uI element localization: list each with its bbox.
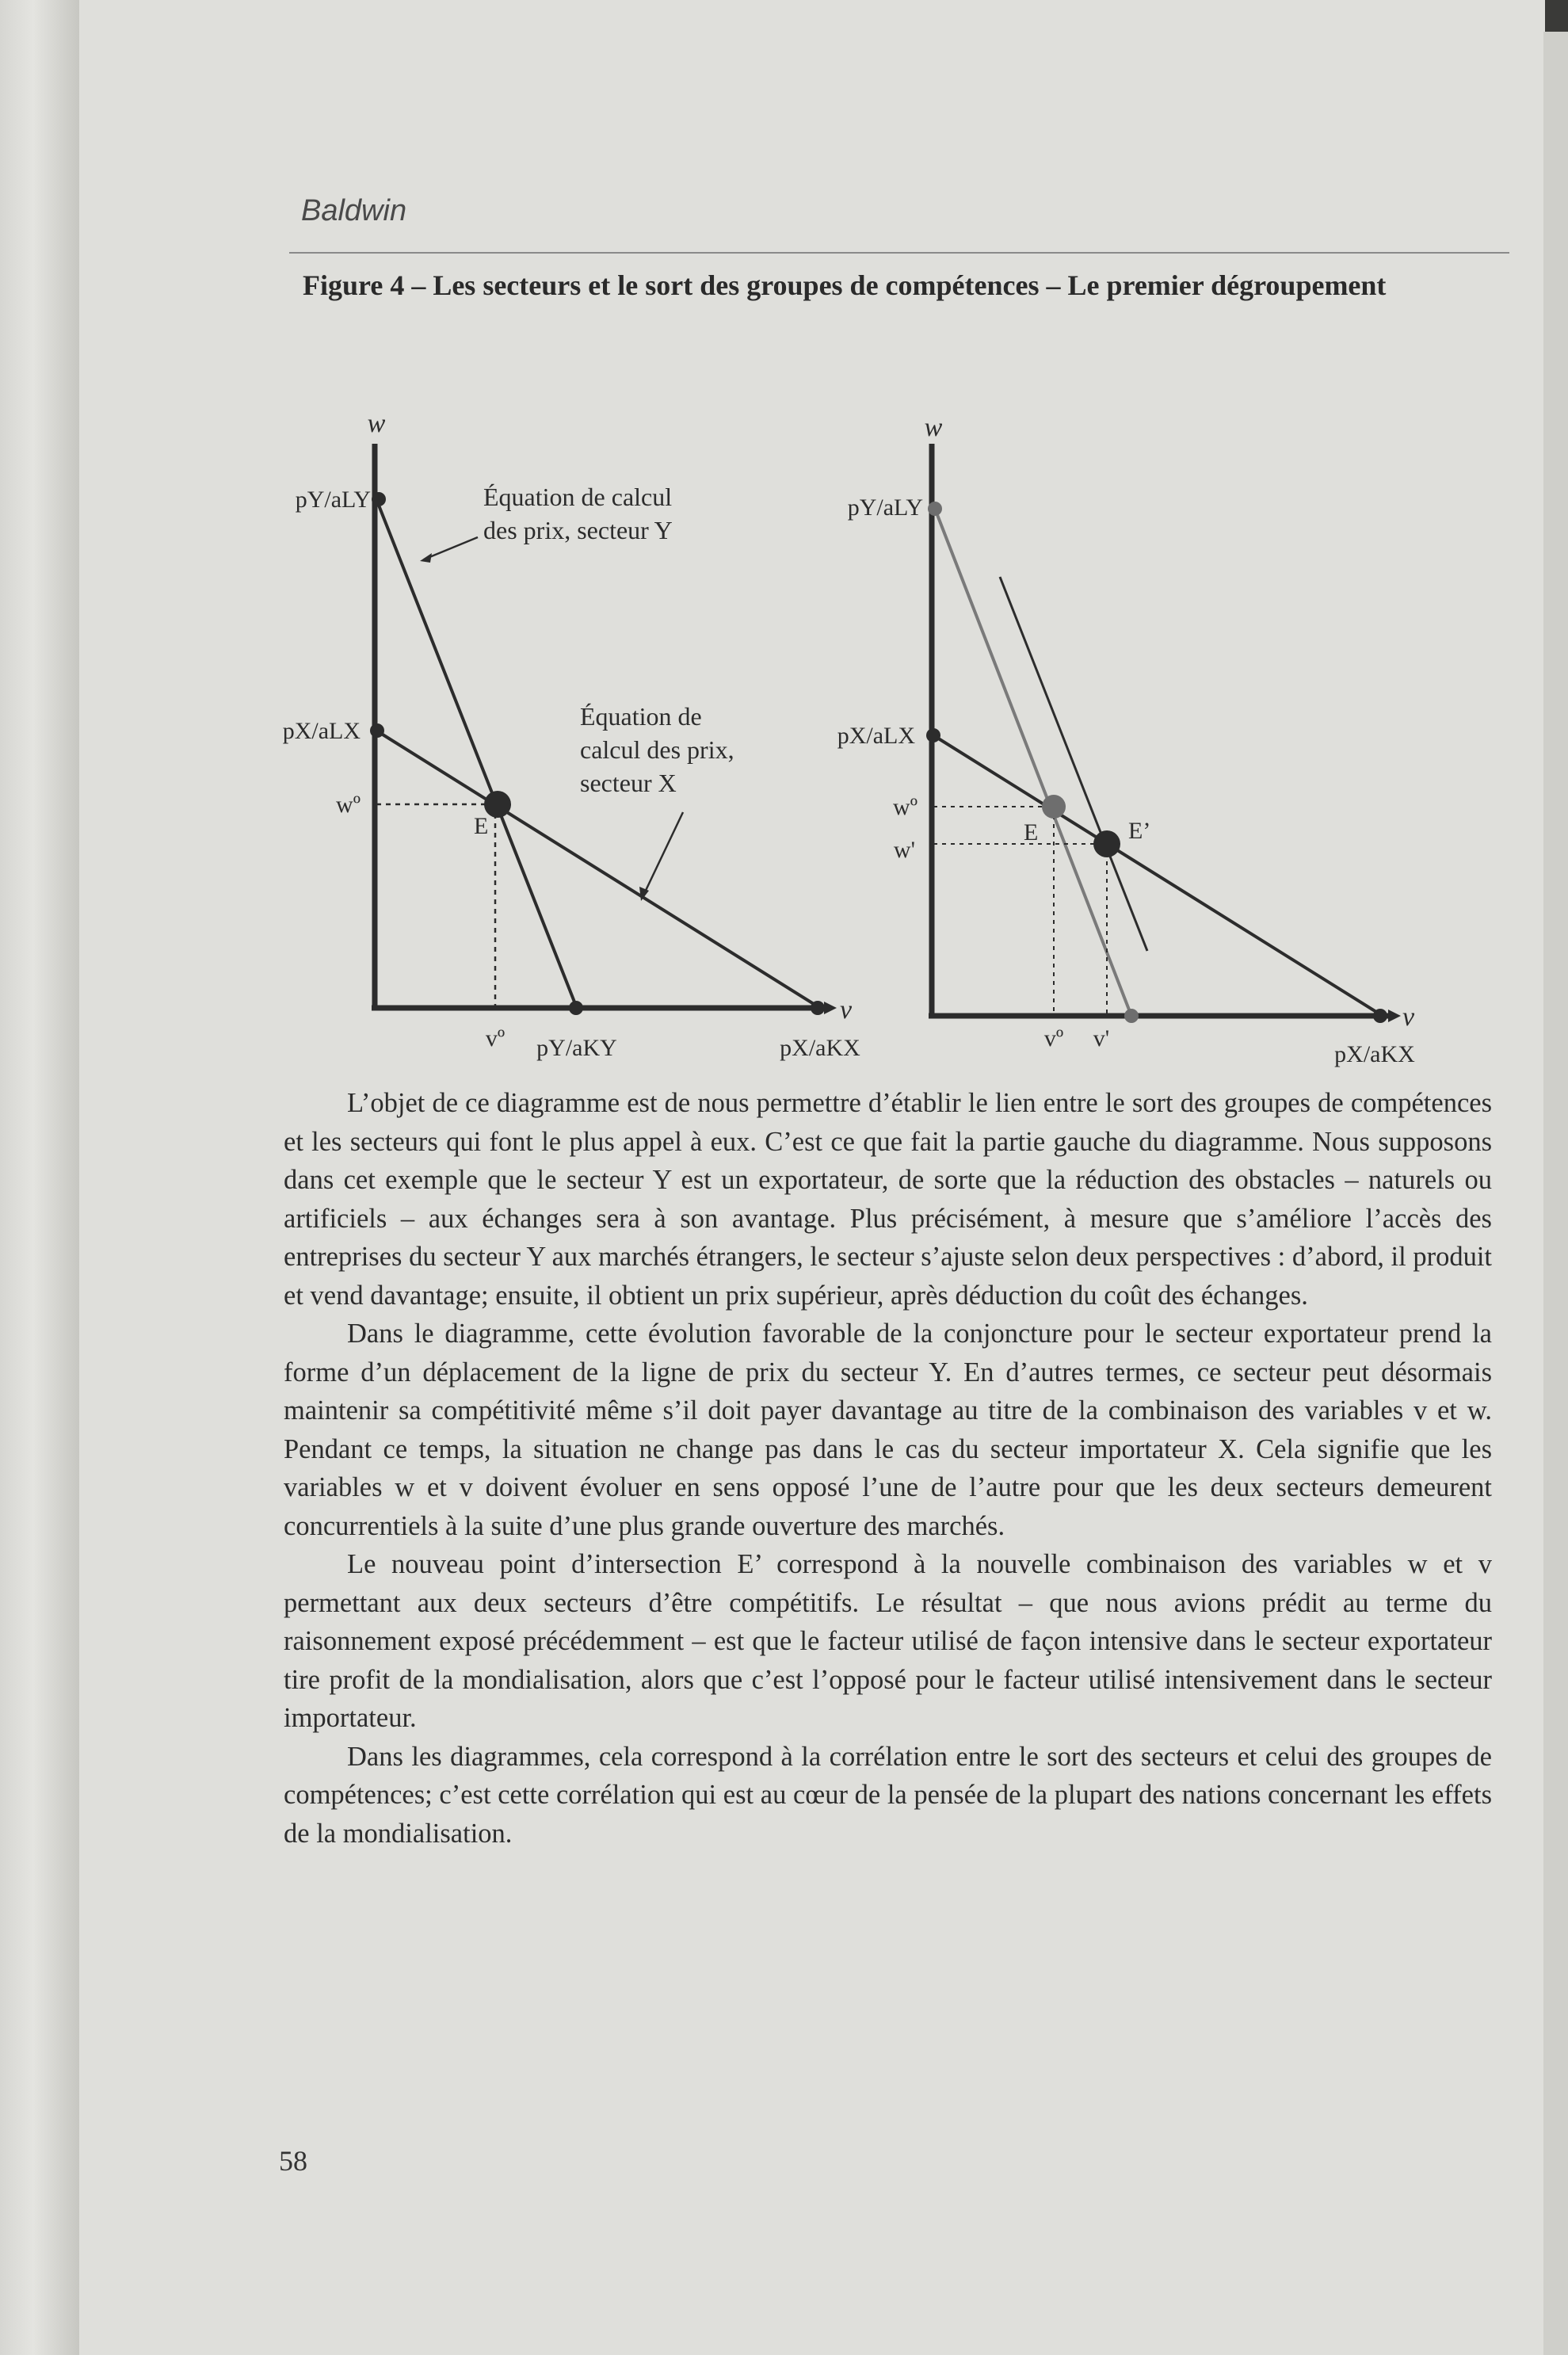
right-diagram: [837, 413, 1415, 1067]
right-label-px-akx: pX/aKX: [1334, 1041, 1415, 1067]
left-label-py-aly: pY/aLY: [295, 487, 371, 513]
left-point-px-alx: [370, 723, 384, 738]
left-point-py-aky: [569, 1001, 583, 1015]
right-label-E-prime: E’: [1128, 818, 1151, 844]
right-sector-y-shifted-line: [1000, 577, 1147, 951]
figure-caption: Figure 4 – Les secteurs et le sort des groupes de compétences – Le premier dégroupement: [303, 269, 1387, 301]
right-point-px-alx: [926, 728, 940, 742]
right-point-E: [1042, 795, 1066, 819]
figure-4-diagram: [269, 396, 1426, 1078]
left-annot-y-arrowhead: [420, 553, 432, 563]
left-label-w0: wº: [336, 792, 361, 818]
left-sector-y-price-line: [376, 499, 577, 1008]
right-label-v0: vº: [1043, 1025, 1064, 1052]
right-sector-x-price-line: [933, 735, 1383, 1016]
left-v-axis-label: v: [840, 995, 853, 1025]
right-label-E: E: [1024, 819, 1039, 845]
right-v-axis-arrow: [1388, 1010, 1401, 1022]
right-label-px-alx: pX/aLX: [837, 723, 915, 749]
paragraph-4: Dans les diagrammes, cela correspond à la corrélation entre le sort des secteurs et celui des groupes de compétences; c’est cette corrélation qui est au cœur de la pensée de la plupart des nations concernant les effets de la mondialisation.: [284, 1741, 1492, 1849]
left-v-axis-arrow: [824, 1002, 837, 1014]
right-point-E-prime: [1093, 830, 1120, 857]
right-label-v1: v': [1093, 1025, 1110, 1052]
left-label-v0: vº: [485, 1025, 505, 1052]
right-point-y-intercept: [1124, 1009, 1139, 1023]
right-w-axis-label: w: [924, 413, 943, 442]
left-diagram: [283, 409, 860, 1061]
body-text: [284, 1084, 1492, 1853]
facing-page-edge: [1543, 32, 1568, 2355]
right-sector-y-original-line: [935, 509, 1131, 1016]
left-annot-x-arrow: [643, 812, 683, 895]
right-label-py-aly: pY/aLY: [847, 494, 923, 521]
page-number: 58: [279, 2145, 307, 2177]
running-head: Baldwin: [301, 194, 407, 227]
left-point-px-akx: [811, 1001, 825, 1015]
right-point-py-aly: [928, 502, 942, 516]
left-annot-x-line3: secteur X: [580, 769, 677, 797]
left-annot-y-arrow: [424, 537, 478, 559]
left-annot-x-line1: Équation de: [580, 702, 702, 731]
left-label-px-akx: pX/aKX: [780, 1035, 860, 1061]
right-point-px-akx: [1373, 1009, 1387, 1023]
left-annot-y-line2: des prix, secteur Y: [483, 516, 673, 544]
right-label-w1: w': [893, 837, 915, 863]
header-rule: [289, 252, 1509, 254]
left-annot-x-line2: calcul des prix,: [580, 735, 734, 764]
paragraph-1: L’objet de ce diagramme est de nous permettre d’établir le lien entre le sort des groupes de compétences et les secteurs qui font le plus appel à eux. C’est ce que fait la partie gauche du diagramme. Nous supposons dans cet exemple que le secteur Y est un exportateur, de sorte que la réduction des obstacles – naturels ou artificiels – aux échanges sera à son avantage. Plus précisément, à mesure que s’améliore l’accès des entreprises du secteur Y aux marchés étrangers, le secteur s’ajuste selon deux perspectives : d’abord, il produit et vend davantage; ensuite, il obtient un prix supérieur, après déduction du coût des échanges.: [284, 1088, 1492, 1311]
left-label-px-alx: pX/aLX: [282, 718, 361, 744]
left-point-py-aly: [372, 492, 386, 506]
left-w-axis-label: w: [367, 409, 386, 438]
left-annot-y-line1: Équation de calcul: [483, 483, 673, 511]
left-label-py-aky: pY/aKY: [536, 1035, 617, 1061]
paragraph-3: Le nouveau point d’intersection E’ correspond à la nouvelle combinaison des variables w et v permettant aux deux secteurs d’être compétitifs. Le résultat – que nous avions prédit au terme du raisonnement exposé précédemment – est que le facteur utilisé de façon intensive dans le secteur exportateur tire profit de la mondialisation, alors que c’est l’opposé pour le facteur utilisé intensivement dans le secteur importateur.: [284, 1549, 1492, 1733]
right-label-w0: wº: [893, 794, 918, 820]
right-v-axis-label: v: [1402, 1002, 1415, 1032]
left-label-E: E: [474, 813, 489, 839]
paragraph-2: Dans le diagramme, cette évolution favorable de la conjoncture pour le secteur exportateur prend la forme d’un déplacement de la ligne de prix du secteur Y. En d’autres termes, ce secteur peut désormais maintenir sa compétitivité même s’il doit payer davantage au titre de la combinaison des variables v et w. Pendant ce temps, la situation ne change pas dans le cas du secteur importateur X. Cela signifie que les variables w et v doivent évoluer en sens opposé l’une de l’autre pour que les deux secteurs demeurent concurrentiels à la suite d’une plus grande ouverture des marchés.: [284, 1319, 1492, 1541]
